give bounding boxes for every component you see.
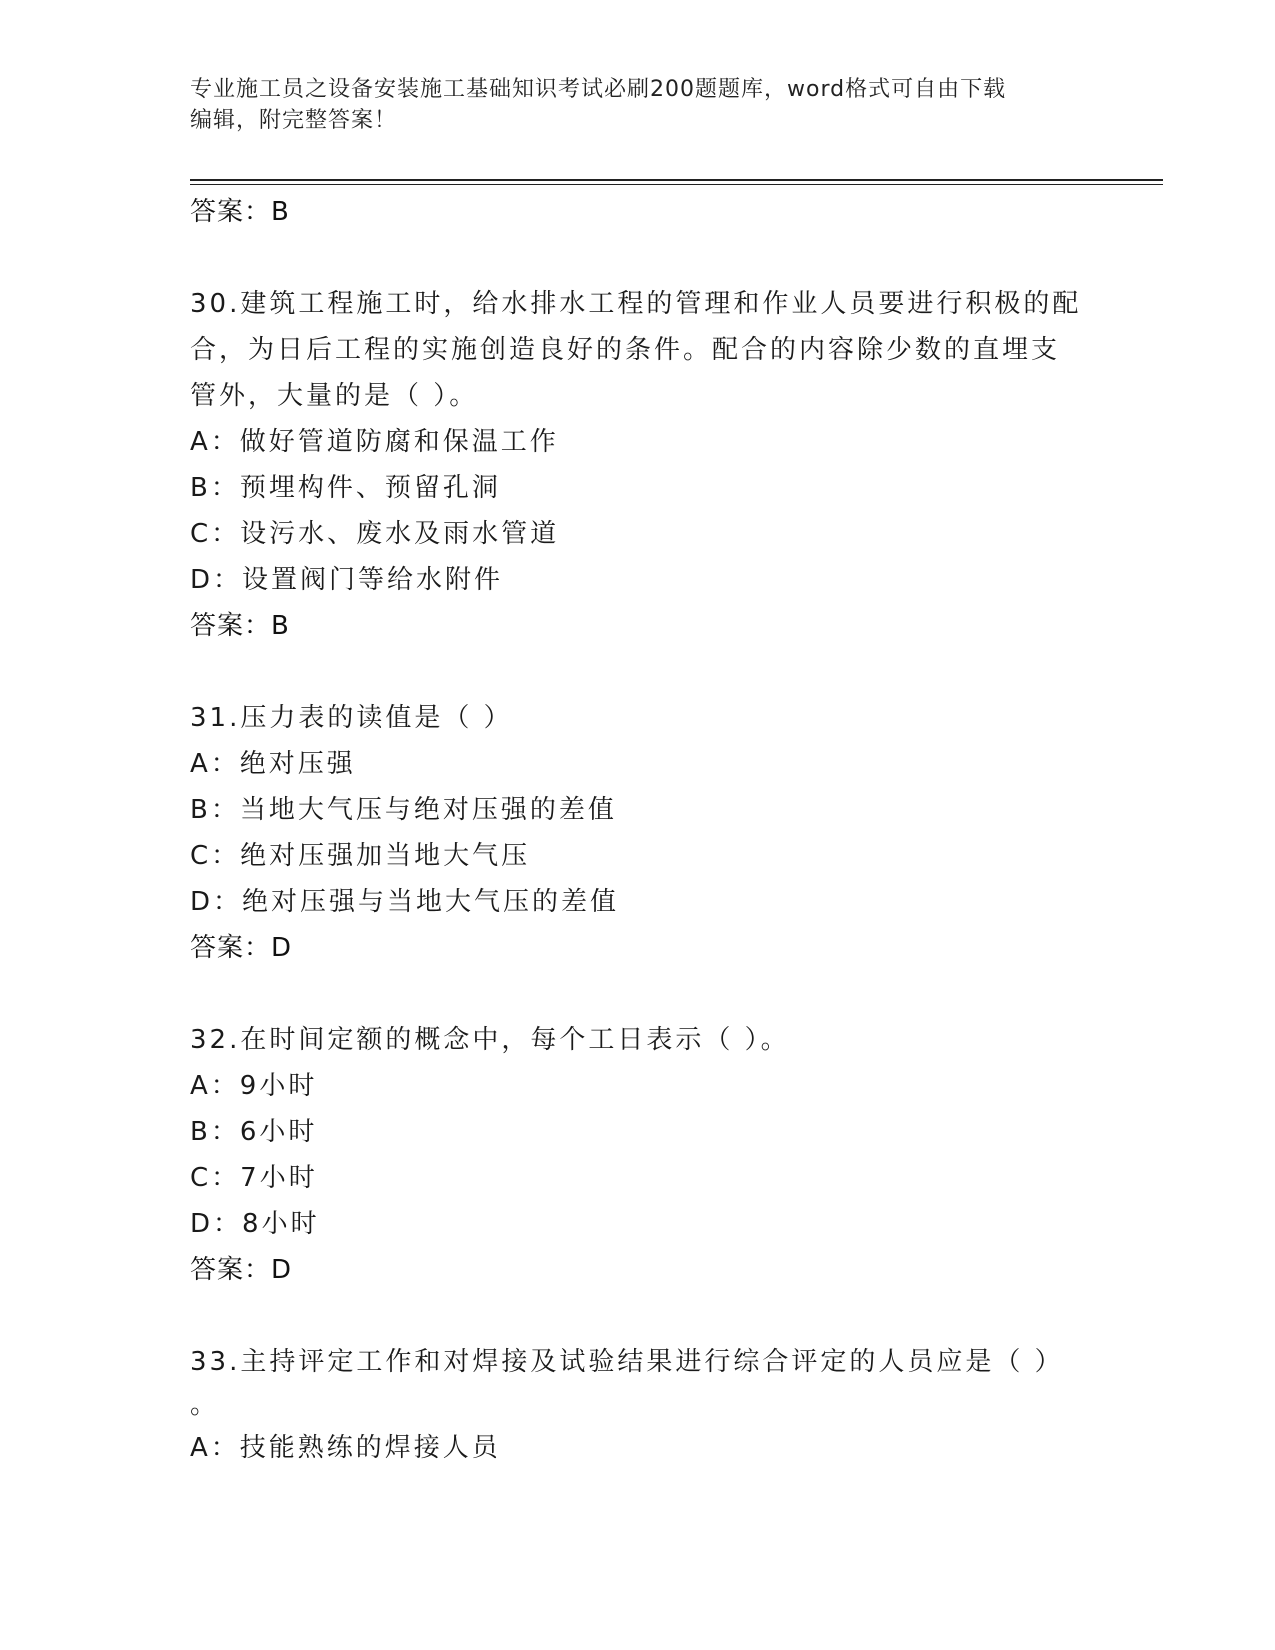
- option-c: C：7小时: [190, 1163, 318, 1193]
- option-d: D：绝对压强与当地大气压的差值: [190, 887, 620, 917]
- option-a: A：绝对压强: [190, 749, 356, 779]
- option-d: D：8小时: [190, 1209, 320, 1239]
- option-b: B：6小时: [190, 1117, 318, 1147]
- answer: 答案：D: [190, 1255, 293, 1285]
- spacer: [190, 235, 1090, 281]
- question-text-line: 管外，大量的是（ ）。: [190, 381, 479, 411]
- spacer: [190, 1293, 1090, 1339]
- question-text-line: 32.在时间定额的概念中，每个工日表示（ ）。: [190, 1025, 790, 1055]
- option-a: A：技能熟练的焊接人员: [190, 1433, 501, 1463]
- question-text-line: 31.压力表的读值是（ ）: [190, 703, 513, 733]
- answer: 答案：B: [190, 611, 290, 641]
- option-a: A：9小时: [190, 1071, 318, 1101]
- question-text-line: 。: [190, 1390, 217, 1420]
- question-block: [190, 1339, 1090, 1471]
- header-line-1: 专业施工员之设备安装施工基础知识考试必刷200题题库，word格式可自由下载: [190, 77, 1007, 102]
- header-rule-thin: [190, 184, 1163, 185]
- question-text-line: 合，为日后工程的实施创造良好的条件。配合的内容除少数的直埋支: [190, 335, 1061, 365]
- option-c: C：设污水、废水及雨水管道: [190, 519, 560, 549]
- document-header: [190, 74, 1090, 136]
- option-b: B：当地大气压与绝对压强的差值: [190, 795, 617, 825]
- question-block: [190, 281, 1090, 649]
- option-d: D：设置阀门等给水附件: [190, 565, 504, 595]
- header-line-2: 编辑，附完整答案！: [190, 108, 398, 133]
- option-b: B：预埋构件、预留孔洞: [190, 473, 501, 503]
- previous-answer: 答案：B: [190, 197, 290, 227]
- question-block: [190, 1017, 1090, 1293]
- header-rule-thick: [190, 179, 1163, 181]
- spacer: [190, 649, 1090, 695]
- option-a: A：做好管道防腐和保温工作: [190, 427, 559, 457]
- question-block: [190, 695, 1090, 971]
- question-text-line: 30.建筑工程施工时，给水排水工程的管理和作业人员要进行积极的配: [190, 289, 1082, 319]
- answer: 答案：D: [190, 933, 293, 963]
- document-body: [190, 189, 1090, 1471]
- question-text-line: 33.主持评定工作和对焊接及试验结果进行综合评定的人员应是（ ）: [190, 1347, 1064, 1377]
- option-c: C：绝对压强加当地大气压: [190, 841, 531, 871]
- spacer: [190, 971, 1090, 1017]
